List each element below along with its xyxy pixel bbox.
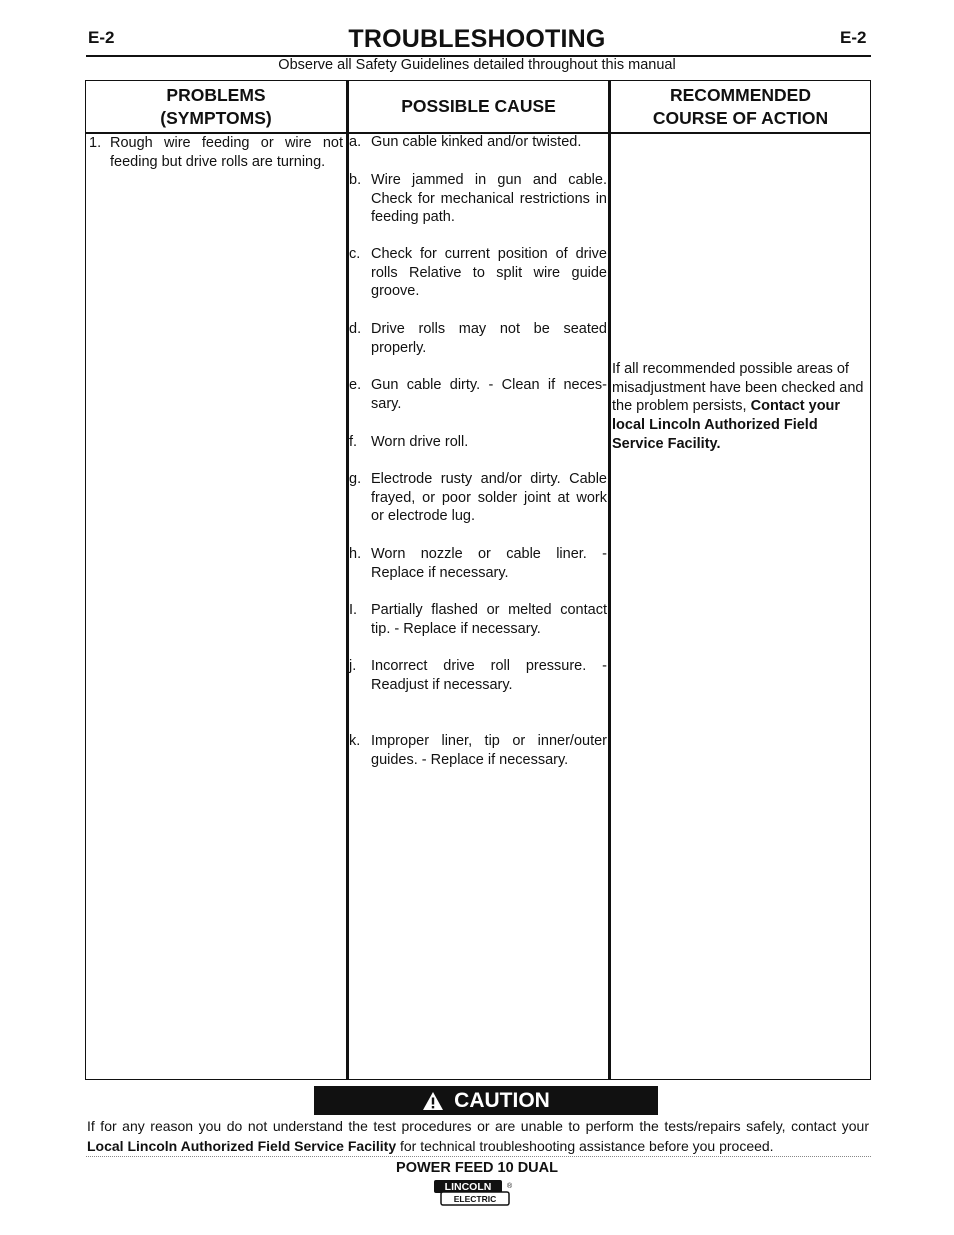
recommended-action	[612, 360, 868, 454]
caution-label: CAUTION	[454, 1088, 550, 1112]
cause-item	[349, 171, 607, 227]
problem-number: 1.	[89, 135, 102, 151]
cause-text: Check for current position of drive rolls Relative to split wire guide groove.	[371, 246, 607, 300]
troubleshooting-table	[85, 80, 871, 1080]
cause-text: Gun cable kinked and/or twisted.	[371, 134, 582, 150]
page-title: TROUBLESHOOTING	[348, 25, 606, 53]
cause-letter: I.	[349, 602, 358, 618]
action-text: If all recommended possible areas of misadjustment have been checked and the problem persists,	[612, 361, 864, 415]
cause-text: Electrode rusty and/or dirty. Cable frayed, or poor solder joint at work or electrode lug.	[371, 471, 607, 525]
caution-text-end: for technical troubleshooting assistance before you proceed.	[400, 1137, 774, 1154]
cause-item	[349, 732, 607, 769]
caution-text-bold: Local Lincoln Authorized Field Service Facility	[87, 1137, 397, 1154]
cause-letter: e.	[349, 377, 362, 393]
footer-rule	[86, 1156, 871, 1157]
cause-item	[349, 601, 607, 638]
caution-text	[87, 1117, 869, 1156]
cause-text: Partially flashed or melted contact tip. - Replace if necessary.	[371, 602, 607, 637]
footer-product: POWER FEED 10 DUAL	[396, 1160, 558, 1176]
cause-letter: f.	[349, 434, 358, 450]
warning-triangle-icon	[422, 1091, 444, 1111]
cause-item	[349, 245, 607, 301]
problem-item	[89, 134, 343, 172]
cause-item	[349, 133, 607, 152]
cause-item	[349, 433, 607, 452]
caution-text-start: If for any reason you do not understand the test procedures or are unable to perform the tests/repairs safely, contact your	[87, 1118, 869, 1134]
cause-item	[349, 470, 607, 526]
header-possible-cause-label: POSSIBLE CAUSE	[401, 96, 556, 116]
cause-letter: j.	[349, 658, 357, 674]
cause-item	[349, 545, 607, 582]
problem-text: Rough wire feeding or wire not feeding but drive rolls are turning.	[110, 135, 343, 170]
caution-banner	[314, 1086, 658, 1115]
cause-letter: h.	[349, 546, 362, 562]
cause-letter: a.	[349, 134, 362, 150]
column-divider-2	[608, 81, 611, 1079]
page-code-right: E-2	[840, 28, 867, 47]
cause-item	[349, 320, 607, 357]
page-code-left: E-2	[88, 28, 115, 47]
logo-bottom-text: ELECTRIC	[453, 1194, 497, 1205]
header-problems-label: PROBLEMS (SYMPTOMS)	[160, 84, 272, 128]
cause-item	[349, 376, 607, 413]
header-problems	[86, 81, 346, 132]
header-course-of-action-label: RECOMMENDED COURSE OF ACTION	[652, 84, 829, 128]
logo-registered-mark: ®	[507, 1183, 513, 1190]
cause-text: Worn drive roll.	[371, 434, 469, 450]
cause-letter: g.	[349, 471, 362, 487]
cause-text: Incorrect drive roll pressure. - Readjust if necessary.	[371, 658, 607, 693]
cause-letter: k.	[349, 733, 361, 749]
cause-text: Worn nozzle or cable liner. - Replace if necessary.	[371, 546, 607, 581]
cause-letter: c.	[349, 246, 361, 262]
cause-text: Improper liner, tip or inner/outer guides. - Replace if necessary.	[371, 733, 607, 768]
cause-text: Drive rolls may not be seated properly.	[371, 321, 607, 356]
logo-top-text: LINCOLN	[444, 1181, 492, 1194]
lincoln-electric-logo	[433, 1179, 513, 1207]
header-course-of-action	[611, 81, 870, 132]
cause-text: Wire jammed in gun and cable. Check for mechanical restrictions in feeding path.	[371, 172, 607, 226]
cause-letter: b.	[349, 172, 362, 188]
cause-text: Gun cable dirty. - Clean if neces-sary.	[371, 377, 607, 412]
safety-note: Observe all Safety Guidelines detailed throughout this manual	[278, 57, 676, 73]
cause-letter: d.	[349, 321, 362, 337]
header-possible-cause	[349, 81, 608, 132]
action-contact: Contact your local Lincoln Authorized Field Service Facility.	[612, 398, 841, 452]
cause-item	[349, 657, 607, 694]
